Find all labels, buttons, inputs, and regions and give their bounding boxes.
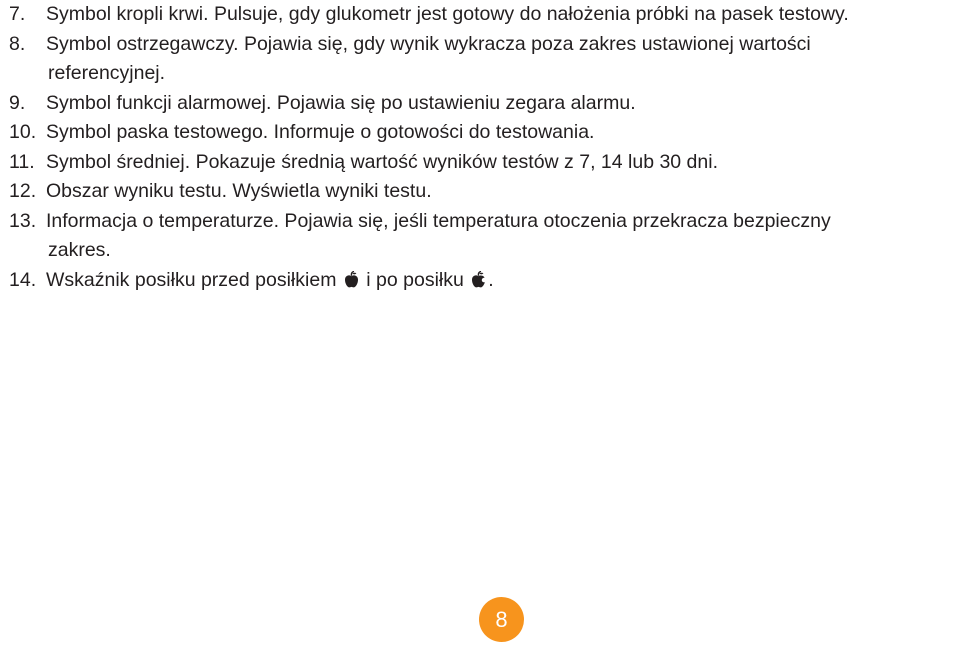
instruction-list [0, 0, 960, 295]
item-text: Symbol ostrzegawczy. Pojawia się, gdy wynik wykracza poza zakres ustawionej wartości [46, 32, 811, 55]
item-text-continuation: zakres. [48, 239, 111, 261]
item-text-middle: i po posiłku [366, 268, 464, 291]
item-number: 11. [9, 150, 35, 173]
item-text: Informacja o temperaturze. Pojawia się, jeśli temperatura otoczenia przekracza bezpieczny [46, 209, 831, 232]
bitten-apple-icon [471, 271, 486, 288]
item-text-before: Wskaźnik posiłku przed posiłkiem [46, 268, 337, 291]
list-item-8 [0, 30, 960, 89]
list-item-9 [0, 89, 960, 119]
list-item-12 [0, 177, 960, 207]
list-item-11 [0, 148, 960, 178]
list-item-13 [0, 207, 960, 266]
page-number-badge: 8 [479, 597, 524, 642]
item-number: 14. [9, 268, 37, 291]
item-text-after: . [488, 268, 494, 291]
list-item-7 [0, 0, 960, 30]
item-text [46, 266, 960, 296]
item-number: 10. [9, 121, 37, 143]
item-number: 8. [9, 32, 26, 55]
whole-apple-icon [344, 271, 359, 288]
item-text: Symbol kropli krwi. Pulsuje, gdy glukometr jest gotowy do nałożenia próbki na pasek testowy. [46, 3, 849, 25]
item-text: Symbol funkcji alarmowej. Pojawia się po ustawieniu zegara alarmu. [46, 91, 636, 114]
list-item-10 [0, 118, 960, 148]
item-number: 9. [9, 91, 26, 114]
item-number: 12. [9, 180, 37, 202]
item-text: Obszar wyniku testu. Wyświetla wyniki testu. [46, 180, 432, 202]
item-text: Symbol paska testowego. Informuje o gotowości do testowania. [46, 121, 595, 143]
item-number: 13. [9, 209, 37, 232]
item-text-continuation: referencyjnej. [48, 62, 166, 84]
item-text: Symbol średniej. Pokazuje średnią wartość wyników testów z 7, 14 lub 30 dni. [46, 150, 718, 173]
item-number: 7. [9, 3, 26, 25]
list-item-14 [0, 266, 960, 296]
